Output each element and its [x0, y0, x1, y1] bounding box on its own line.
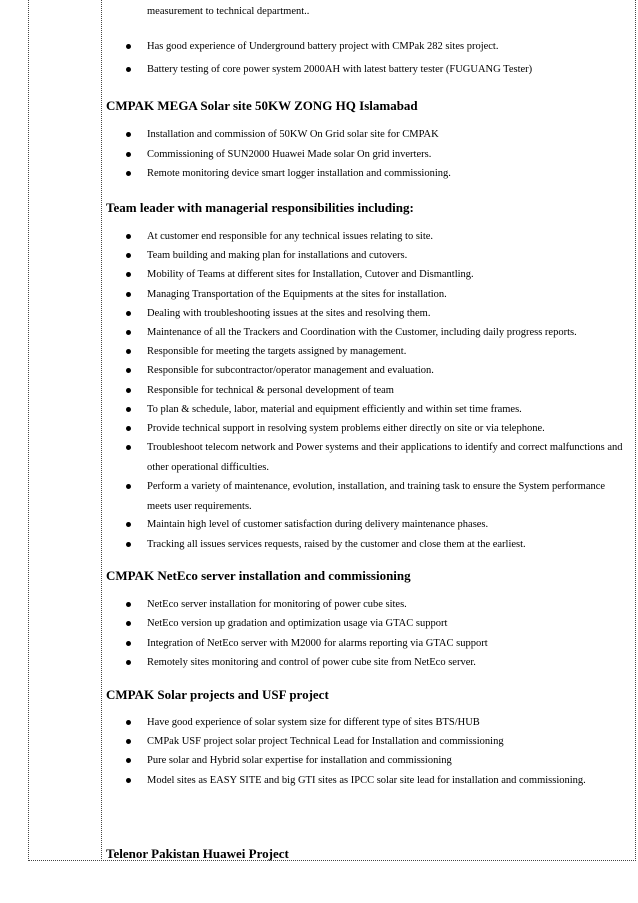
- bullet-icon: [126, 484, 131, 489]
- bullet-icon: [126, 720, 131, 725]
- bullet-icon: [126, 542, 131, 547]
- bullet-icon: [126, 522, 131, 527]
- bullet-icon: [126, 272, 131, 277]
- bullet-icon: [126, 152, 131, 157]
- continuation-line: measurement to technical department..: [147, 6, 310, 17]
- bullet-icon: [126, 171, 131, 176]
- bullet-icon: [126, 739, 131, 744]
- bullet-icon: [126, 426, 131, 431]
- section-heading: CMPAK MEGA Solar site 50KW ZONG HQ Islamabad: [106, 98, 418, 113]
- bullet-icon: [126, 778, 131, 783]
- bullet-icon: [126, 758, 131, 763]
- bullet-icon: [126, 407, 131, 412]
- bullet-icon: [126, 311, 131, 316]
- section-heading: CMPAK NetEco server installation and commissioning: [106, 568, 411, 583]
- section-heading: Team leader with managerial responsibilities including:: [106, 200, 414, 215]
- bullet-icon: [126, 292, 131, 297]
- bullet-icon: [126, 349, 131, 354]
- bullet-icon: [126, 388, 131, 393]
- bullet-icon: [126, 660, 131, 665]
- bullet-icon: [126, 641, 131, 646]
- bullet-icon: [126, 253, 131, 258]
- bullet-icon: [126, 445, 131, 450]
- bullet-icon: [126, 602, 131, 607]
- bullet-icon: [126, 67, 131, 72]
- bullet-icon: [126, 368, 131, 373]
- column-divider: [101, 0, 102, 861]
- bullet-icon: [126, 621, 131, 626]
- bullet-icon: [126, 234, 131, 239]
- bullet-icon: [126, 132, 131, 137]
- bullet-icon: [126, 44, 131, 49]
- section-heading: CMPAK Solar projects and USF project: [106, 687, 329, 702]
- section-heading: Telenor Pakistan Huawei Project: [106, 846, 289, 861]
- bullet-icon: [126, 330, 131, 335]
